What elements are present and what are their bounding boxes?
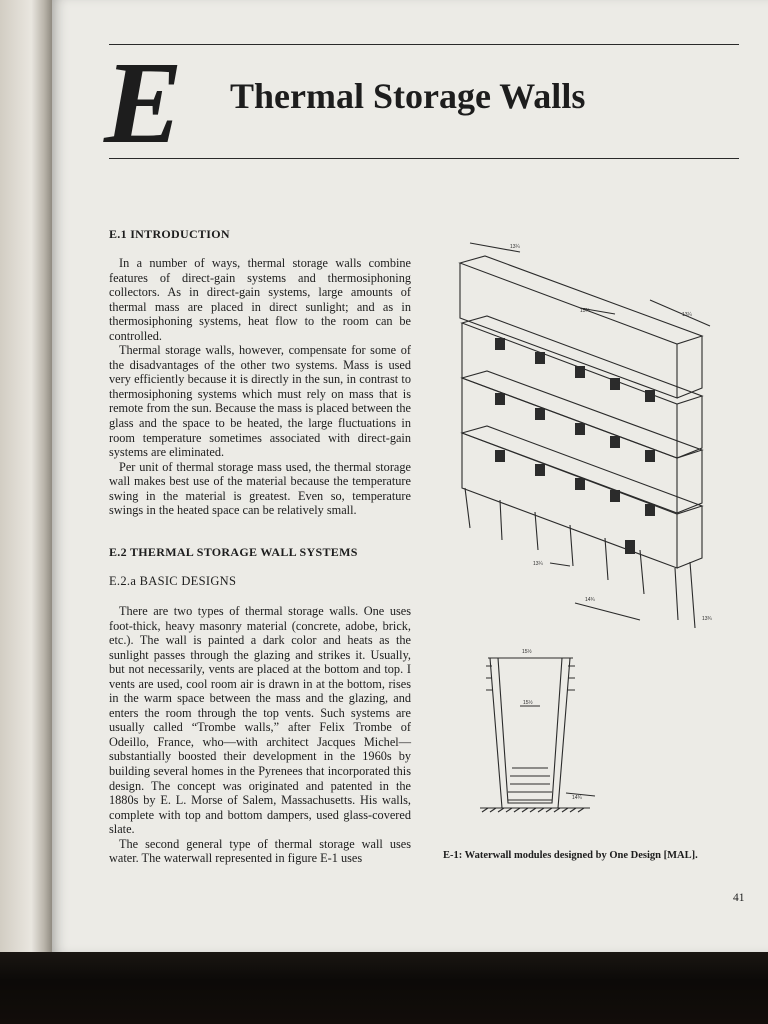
paragraph: Per unit of thermal storage mass used, the thermal storage wall makes best use of the material because the temperature swing in the material is greatest. Even so, temperature swings in the heated space can be relatively small. [109, 459, 411, 518]
section-heading: E.2 THERMAL STORAGE WALL SYSTEMS [109, 545, 358, 559]
figure-caption [443, 850, 698, 861]
paragraph: There are two types of thermal storage walls. One uses foot-thick, heavy masonry material (concrete, adobe, brick, etc.). The wall is painted a dark color and heats as the sunlight passes through the glazing and strikes it. Usually, but not necessarily, vents are placed at the bottom and top. I vents are used, cool room air is drawn in at the bottom, rises in the warm space between the mass and the glazing, and enters the room through the top vents. Such systems are usually called “Trombe walls,” after Felix Trombe of Odeillo, France, who—with architect Jacques Michel—substantially boosted their development in the 1960s by building several homes in the Pyrenees that incorporated this design. The concept was originated and patented in the 1880s by E. L. Morse of Salem, Massachusetts. His walls, complete with top and bottom dampers, used glass-covered slate. [109, 604, 411, 837]
section-heading: E.1 INTRODUCTION [109, 227, 230, 241]
paragraph: Thermal storage walls, however, compensate for some of the disadvantages of the other two systems. Mass is used very efficiently because it is directly in the sun, in contrast to thermosiphoning systems which must rely on mass that is remote from the sun. Because the mass is placed between the glass and the space to be heated, the large fluctuations in room temperature sometimes associated with direct-gain systems are eliminated. [109, 343, 411, 460]
dimension-label: 15½ [523, 700, 533, 706]
dimension-label: 15¾ [580, 308, 590, 314]
paragraph: In a number of ways, thermal storage walls combine features of direct-gain systems and thermosiphoning collectors. As in direct-gain systems, large amounts of thermal mass are placed in direct sunlight; and as in thermosiphoning systems, heat flow to the room can be controlled. [109, 256, 411, 343]
dimension-label: 14¾ [572, 795, 582, 801]
header-rule-top [109, 44, 739, 45]
waterwall-figure [440, 228, 740, 828]
page-number: 41 [733, 892, 745, 904]
header-rule-bottom [109, 158, 739, 159]
dimension-label: 15½ [522, 649, 532, 655]
chapter-letter: E [104, 37, 181, 168]
dimension-label: 13¾ [702, 616, 712, 622]
dimension-label: 13¼ [682, 312, 692, 318]
dimension-label: 13¼ [533, 561, 543, 567]
paragraph: The second general type of thermal storage wall uses water. The waterwall represented in figure E-1 uses [109, 836, 411, 866]
dimension-label: 14¾ [585, 597, 595, 603]
dimension-label: 13¼ [510, 244, 520, 250]
intro-text [109, 256, 411, 518]
background-surface [0, 952, 768, 1024]
section-detail [480, 658, 595, 812]
subsection-heading: E.2.a BASIC DESIGNS [109, 574, 237, 588]
tank-3 [462, 371, 702, 513]
chapter-title: Thermal Storage Walls [230, 76, 586, 116]
tank-4 [462, 426, 702, 568]
basic-designs-text [109, 604, 411, 866]
caption-text: E-1: Waterwall modules designed by One Design [MAL]. [443, 850, 698, 861]
left-page-edge [0, 0, 52, 952]
